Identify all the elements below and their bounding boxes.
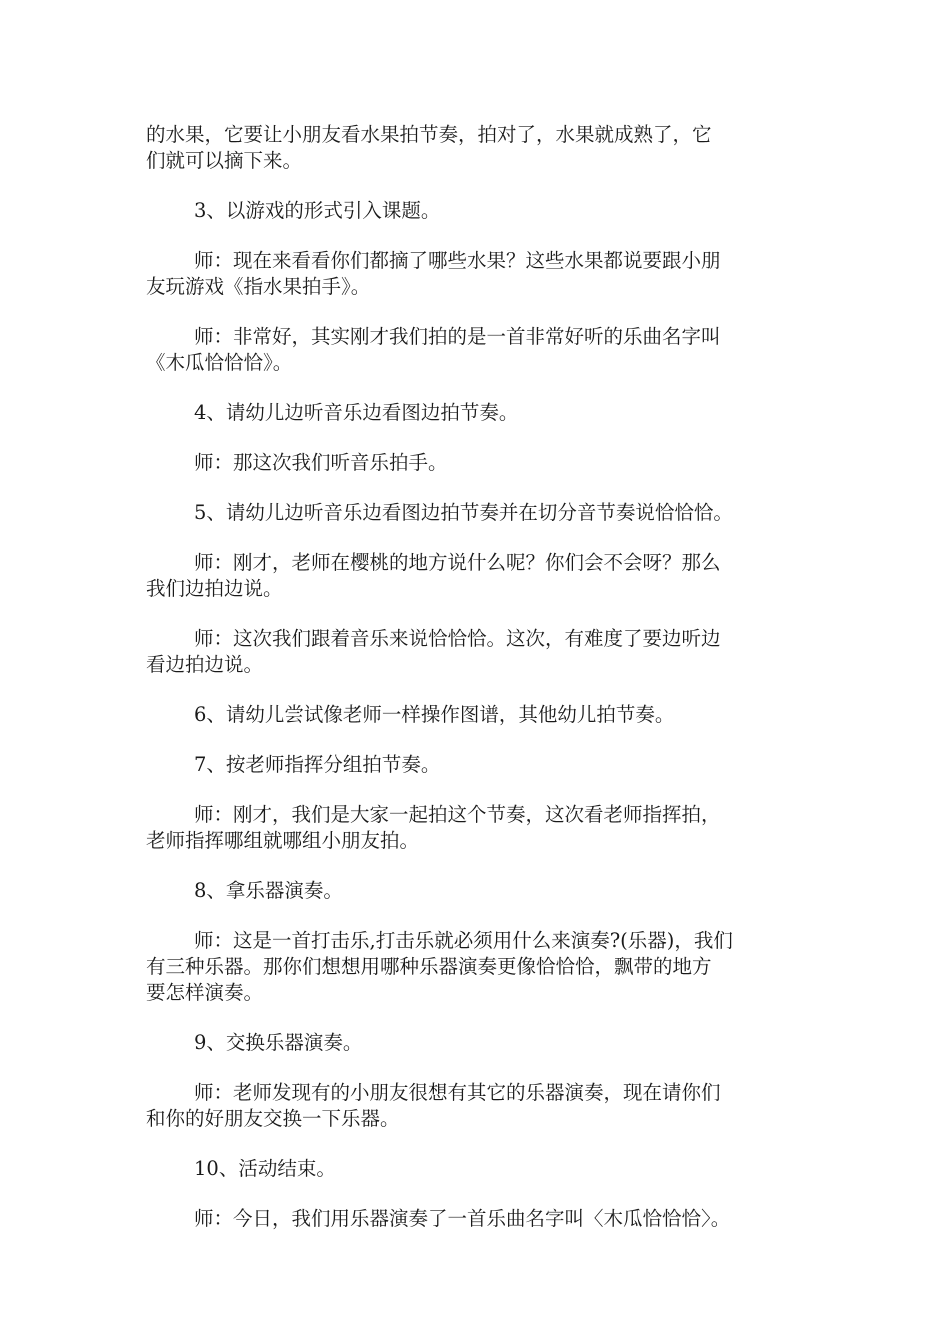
paragraph bbox=[146, 1030, 806, 1056]
paragraph bbox=[146, 1206, 806, 1232]
text-line: 看边拍边说。 bbox=[146, 653, 264, 676]
text-line: 师：刚才，我们是大家一起拍这个节奏，这次看老师指挥拍， bbox=[194, 803, 721, 826]
text-line: 要怎样演奏。 bbox=[146, 981, 264, 1004]
text-line: 10、活动结束。 bbox=[194, 1157, 336, 1180]
paragraph bbox=[146, 198, 806, 224]
text-line: 8、拿乐器演奏。 bbox=[194, 879, 343, 902]
paragraph bbox=[146, 500, 806, 526]
text-line: 师：那这次我们听音乐拍手。 bbox=[194, 451, 448, 474]
text-line: 7、按老师指挥分组拍节奏。 bbox=[194, 753, 441, 776]
text-line: 3、以游戏的形式引入课题。 bbox=[194, 199, 441, 222]
paragraph bbox=[146, 1156, 806, 1182]
paragraph bbox=[146, 752, 806, 778]
paragraph bbox=[146, 878, 806, 904]
paragraph bbox=[146, 450, 806, 476]
paragraph bbox=[146, 702, 806, 728]
text-line: 师：这次我们跟着音乐来说恰恰恰。这次，有难度了要边听边 bbox=[194, 627, 721, 650]
text-line: 友玩游戏《指水果拍手》。 bbox=[146, 275, 371, 298]
text-line: 和你的好朋友交换一下乐器。 bbox=[146, 1107, 400, 1130]
text-line: 5、请幼儿边听音乐边看图边拍节奏并在切分音节奏说恰恰恰。 bbox=[194, 501, 733, 524]
paragraph bbox=[146, 400, 806, 426]
text-line: 我们边拍边说。 bbox=[146, 577, 283, 600]
paragraph bbox=[146, 122, 806, 174]
text-line: 的水果，它要让小朋友看水果拍节奏，拍对了，水果就成熟了，它 bbox=[146, 123, 712, 146]
text-line: 师：现在来看看你们都摘了哪些水果？这些水果都说要跟小朋 bbox=[194, 249, 721, 272]
paragraph bbox=[146, 802, 806, 854]
paragraph bbox=[146, 1080, 806, 1132]
paragraph bbox=[146, 550, 806, 602]
document-body bbox=[146, 122, 806, 1256]
text-line: 4、请幼儿边听音乐边看图边拍节奏。 bbox=[194, 401, 519, 424]
text-line: 有三种乐器。那你们想想用哪种乐器演奏更像恰恰恰，飘带的地方 bbox=[146, 955, 712, 978]
text-line: 9、交换乐器演奏。 bbox=[194, 1031, 363, 1054]
paragraph bbox=[146, 626, 806, 678]
text-line: 《木瓜恰恰恰》。 bbox=[146, 351, 293, 374]
paragraph bbox=[146, 324, 806, 376]
text-line: 师：今日，我们用乐器演奏了一首乐曲名字叫〈木瓜恰恰恰〉。 bbox=[194, 1207, 731, 1230]
text-line: 们就可以摘下来。 bbox=[146, 149, 303, 172]
text-line: 师：非常好，其实刚才我们拍的是一首非常好听的乐曲名字叫 bbox=[194, 325, 721, 348]
paragraph bbox=[146, 248, 806, 300]
paragraph bbox=[146, 928, 806, 1006]
text-line: 6、请幼儿尝试像老师一样操作图谱，其他幼儿拍节奏。 bbox=[194, 703, 675, 726]
text-line: 师：这是一首打击乐,打击乐就必须用什么来演奏?(乐器)，我们 bbox=[194, 929, 733, 952]
text-line: 老师指挥哪组就哪组小朋友拍。 bbox=[146, 829, 420, 852]
text-line: 师：老师发现有的小朋友很想有其它的乐器演奏，现在请你们 bbox=[194, 1081, 721, 1104]
text-line: 师：刚才，老师在樱桃的地方说什么呢？你们会不会呀？那么 bbox=[194, 551, 721, 574]
